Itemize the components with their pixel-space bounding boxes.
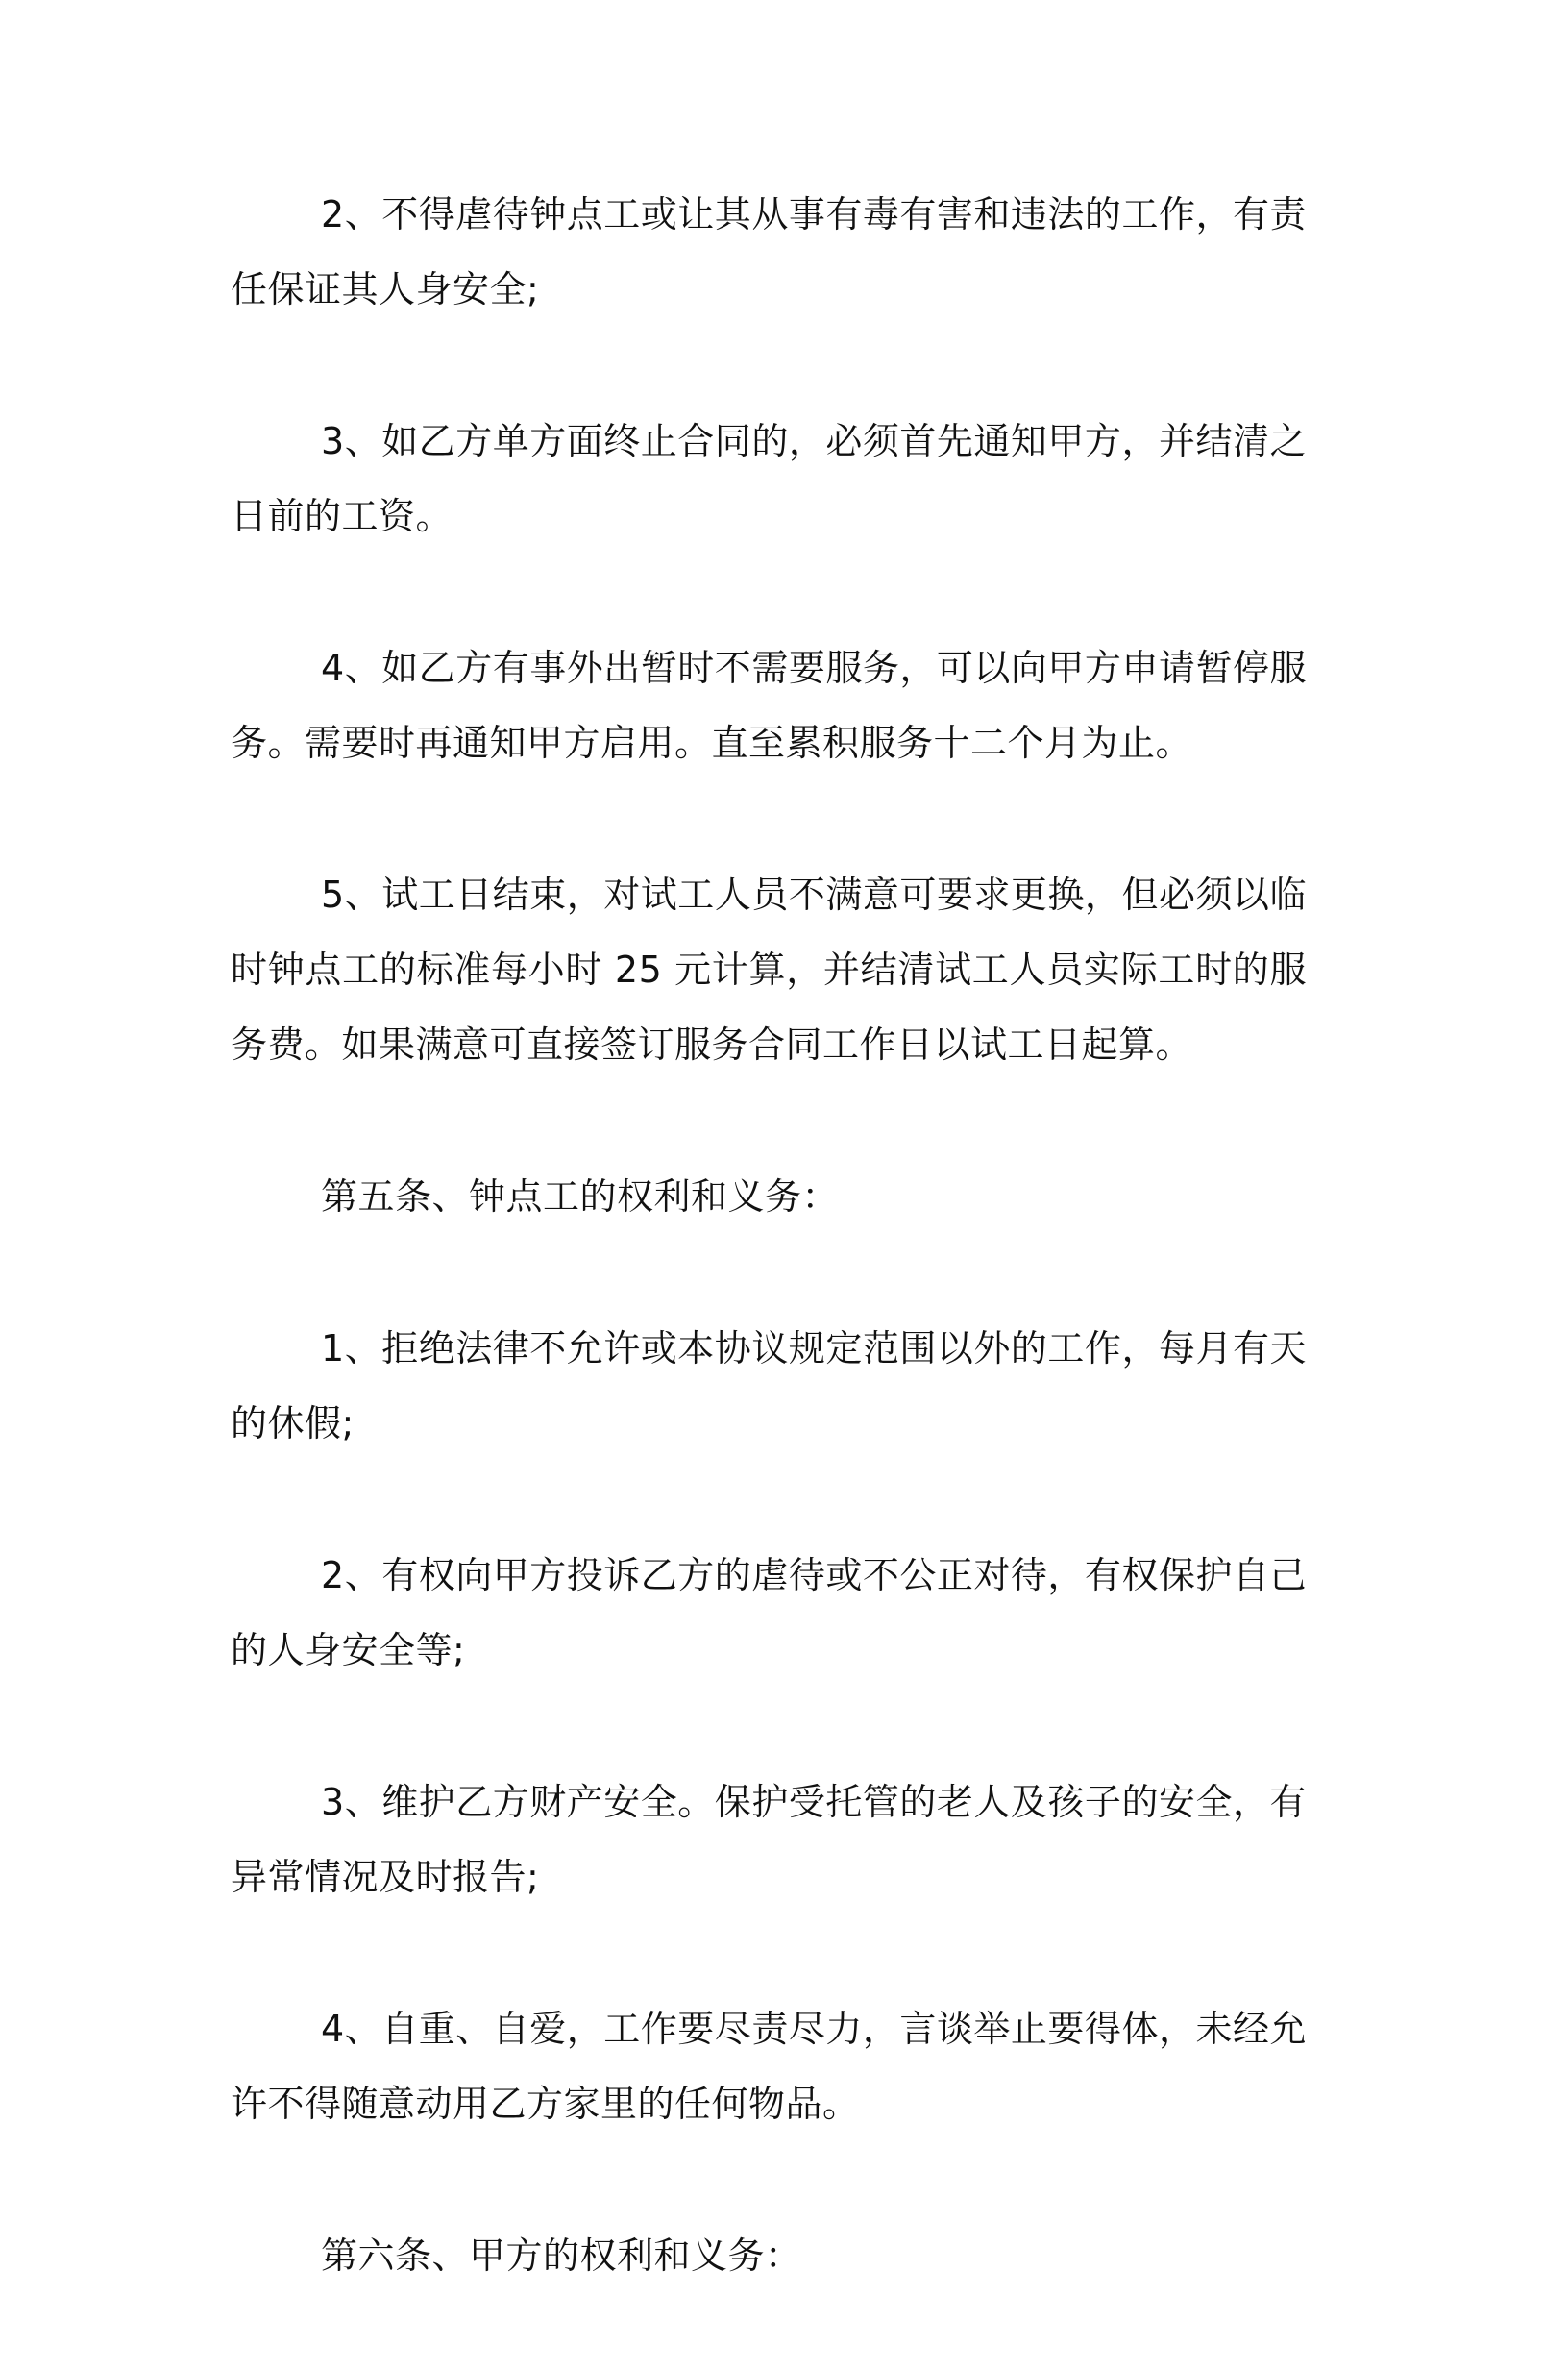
- section-heading-article-6: 第六条、甲方的权利和义务：: [321, 2234, 802, 2277]
- paragraph-client-duty-3: 3、如乙方单方面终止合同的，必须首先通知甲方，并结清之日前的工资。: [231, 420, 1307, 537]
- paragraph-worker-right-3: 3、维护乙方财产安全。保护受托管的老人及孩子的安全，有异常情况及时报告;: [231, 1781, 1307, 1898]
- paragraph-worker-right-2: 2、有权向甲方投诉乙方的虐待或不公正对待，有权保护自己的人身安全等;: [231, 1554, 1307, 1671]
- paragraph-worker-right-1: 1、拒绝法律不允许或本协议规定范围以外的工作，每月有天的休假;: [231, 1327, 1307, 1444]
- paragraph-client-duty-5: 5、试工日结束，对试工人员不满意可要求更换，但必须以临时钟点工的标准每小时 25 元计算，并结清试工人员实际工时的服务费。如果满意可直接签订服务合同工作日以试工日起算。: [231, 874, 1307, 1066]
- document-body: [231, 177, 1307, 2370]
- paragraph-client-duty-2: 2、不得虐待钟点工或让其从事有毒有害和违法的工作，有责任保证其人身安全;: [231, 193, 1307, 310]
- paragraph-worker-right-4: 4、自重、自爱，工作要尽责尽力，言谈举止要得体，未经允许不得随意动用乙方家里的任何物品。: [231, 2008, 1307, 2125]
- paragraph-client-duty-4: 4、如乙方有事外出暂时不需要服务，可以向甲方申请暂停服务。需要时再通知甲方启用。直至累积服务十二个月为止。: [231, 647, 1307, 764]
- section-heading-article-5: 第五条、钟点工的权利和义务：: [321, 1175, 840, 1218]
